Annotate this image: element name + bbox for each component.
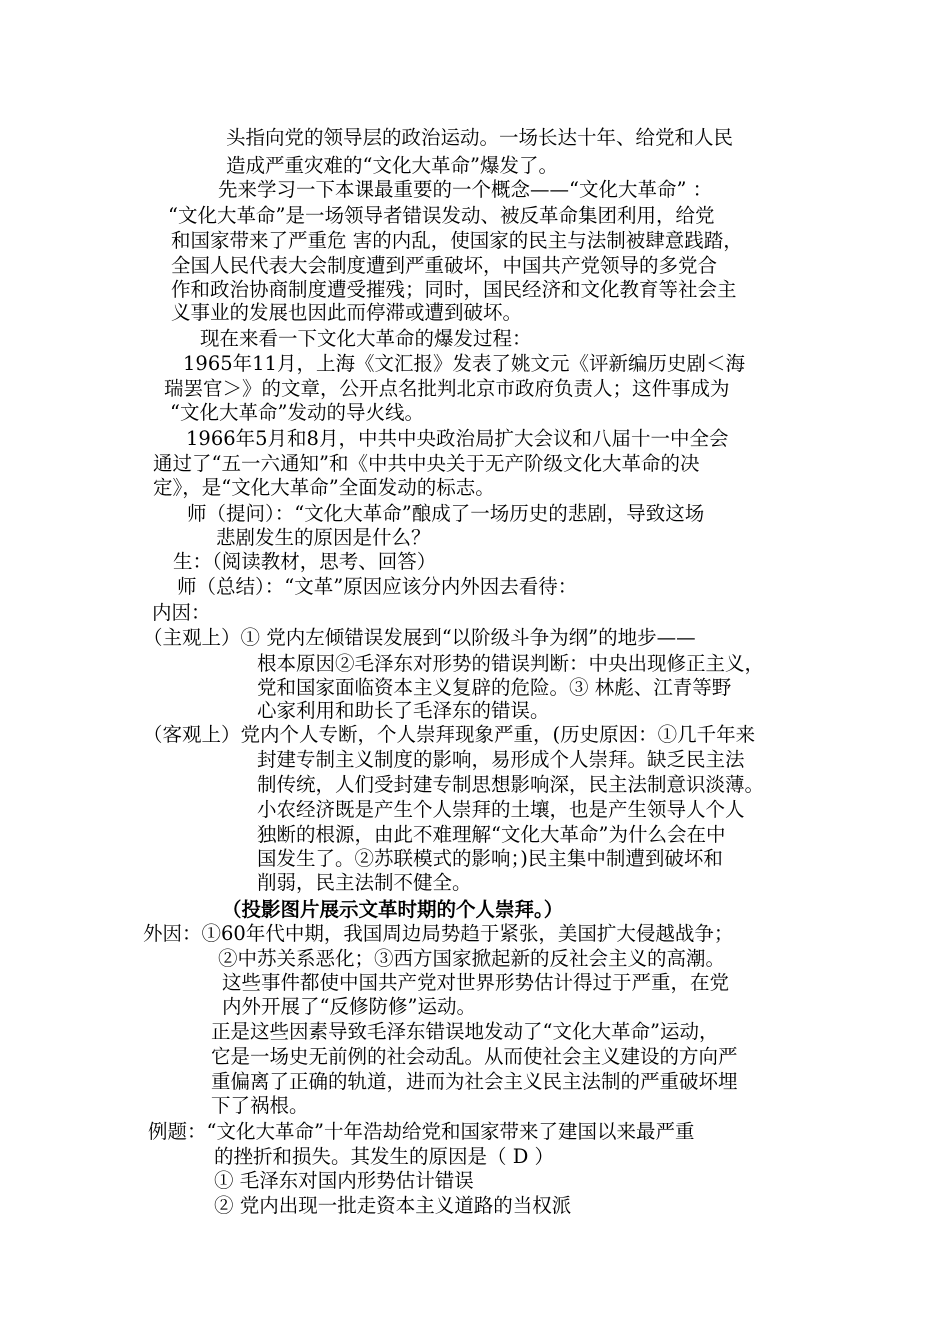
text-line: （客观上）党内个人专断，个人崇拜现象严重，(历史原因：①几千年来: [143, 723, 756, 746]
text-line: 内因：: [152, 601, 211, 624]
text-line: 悲剧发生的原因是什么？: [216, 526, 431, 549]
text-line: 它是一场史无前例的社会动乱。从而使社会主义建设的方向严: [211, 1045, 738, 1068]
text-line: ②中苏关系恶化；③西方国家掀起新的反社会主义的高潮。: [218, 947, 726, 970]
text-line: 心家利用和助长了毛泽东的错误。: [257, 699, 550, 722]
text-line: 根本原因②毛泽东对形势的错误判断：中央出现修正主义，: [257, 652, 765, 675]
text-line: 1965年11月，上海《文汇报》发表了姚文元《评新编历史剧＜海: [183, 352, 745, 375]
text-line: 定》，是“文化大革命”全面发动的标志。: [153, 476, 495, 499]
text-line: 封建专制主义制度的影响，易形成个人崇拜。缺乏民主法: [257, 748, 745, 771]
text-line: 先来学习一下本课最重要的一个概念——“文化大革命” ：: [218, 178, 713, 201]
text-line: 义事业的发展也因此而停滞或遭到破坏。: [171, 301, 523, 324]
option-line: ① 毛泽东对国内形势估计错误: [214, 1169, 474, 1192]
text-line: 国发生了。②苏联模式的影响；)民主集中制遭到破坏和: [257, 847, 723, 870]
text-line: 削弱，民主法制不健全。: [257, 871, 472, 894]
text-line: （主观上）① 党内左倾错误发展到“以阶级斗争为纲”的地步——: [143, 626, 696, 649]
text-line: 下了祸根。: [211, 1094, 309, 1117]
example-question: 例题：“文化大革命”十年浩劫给党和国家带来了建国以来最严重: [148, 1120, 695, 1143]
text-line: 的挫折和损失。其发生的原因是（ D ）: [214, 1145, 555, 1168]
text-line: 现在来看一下文化大革命的爆发过程：: [200, 327, 532, 350]
text-line: “文化大革命”发动的导火线。: [170, 401, 424, 424]
text-line: 党和国家面临资本主义复辟的危险。③ 林彪、江青等野: [257, 676, 732, 699]
option-line: ② 党内出现一批走资本主义道路的当权派: [214, 1194, 572, 1217]
text-line: 小农经济既是产生个人崇拜的土壤，也是产生领导人个人: [257, 798, 745, 821]
text-line: 重偏离了正确的轨道，进而为社会主义民主法制的严重破坏埋: [211, 1070, 738, 1093]
text-line: 作和政治协商制度遭受摧残；同时，国民经济和文化教育等社会主: [171, 278, 737, 301]
text-line: 全国人民代表大会制度遭到严重破坏，中国共产党领导的多党合: [171, 254, 718, 277]
text-line: 内外开展了“反修防修”运动。: [222, 995, 476, 1018]
text-line: 造成严重灾难的“文化大革命”爆发了。: [226, 154, 558, 177]
projection-note: （投影图片展示文革时期的个人崇拜。）: [222, 898, 564, 921]
text-line: 制传统，人们受封建专制思想影响深，民主法制意识淡薄。: [257, 773, 765, 796]
text-line: “文化大革命”是一场领导者错误发动、被反革命集团利用，给党: [168, 204, 715, 227]
text-line: 通过了“五一六通知”和《中共中央关于无产阶级文化大革命的决: [153, 452, 700, 475]
text-line: 和国家带来了严重危 害的内乱，使国家的民主与法制被肆意践踏，: [171, 229, 743, 252]
text-line: 1966年5月和8月，中共中央政治局扩大会议和八届十一中全会: [186, 427, 729, 450]
text-line: 这些事件都使中国共产党对世界形势估计得过于严重，在党: [222, 971, 730, 994]
text-line: 外因：①60年代中期，我国周边局势趋于紧张，美国扩大侵越战争；: [143, 922, 734, 945]
text-line: 独断的根源，由此不难理解“文化大革命”为什么会在中: [257, 823, 726, 846]
text-line: 正是这些因素导致毛泽东错误地发动了“文化大革命”运动，: [211, 1020, 719, 1043]
text-line: 头指向党的领导层的政治运动。一场长达十年、给党和人民: [226, 126, 734, 149]
text-line: 生：（阅读教材，思考、回答）: [173, 550, 437, 573]
text-line: 师（提问）：“文化大革命”酿成了一场历史的悲剧，导致这场: [187, 502, 705, 525]
text-line: 瑞罢官＞》的文章，公开点名批判北京市政府负责人；这件事成为: [164, 377, 730, 400]
text-line: 师（总结）：“文革”原因应该分内外因去看待：: [177, 575, 578, 598]
